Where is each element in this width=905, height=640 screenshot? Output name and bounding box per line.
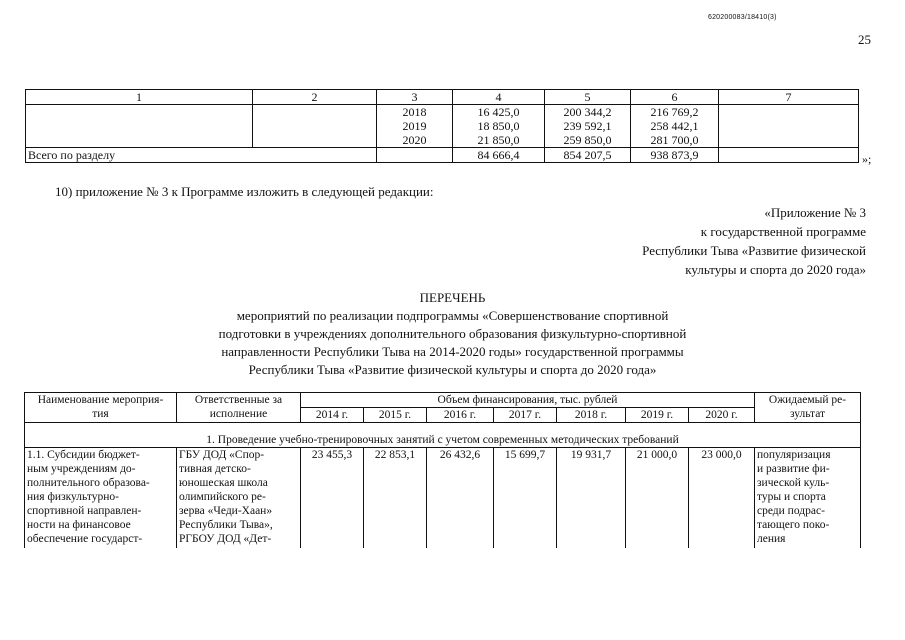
table-cell <box>719 105 859 148</box>
table-header-cell: 6 <box>631 90 719 105</box>
section-row <box>25 423 861 448</box>
header-year: 2018 г. <box>557 408 626 423</box>
table-header-cell: 3 <box>377 90 453 105</box>
header-expected-result: Ожидаемый ре- зультат <box>755 393 861 423</box>
appendix-line: культуры и спорта до 2020 года» <box>685 262 866 277</box>
table-cell-value: 239 592,1 <box>545 119 631 133</box>
amendment-paragraph: 10) приложение № 3 к Программе изложить в следующей редакции: <box>55 184 434 199</box>
expected-result: популяризация и развитие фи- зической куль- туры и спорта среди подрас- тающего поко- ления <box>757 449 831 545</box>
responsible-org: ГБУ ДОД «Спор- тивная детско- юношеская школа олимпийского ре- зерва «Чеди-Хаан» Республики Тыва», РГБОУ ДОД «Дет- <box>179 449 273 545</box>
table-cell-value: 259 850,0 <box>545 133 631 148</box>
funding-value: 19 931,7 <box>557 448 626 549</box>
closing-quote: »; <box>862 152 872 166</box>
document-title <box>0 289 905 379</box>
table-header-cell: 4 <box>453 90 545 105</box>
table-total-row <box>26 148 859 163</box>
table-header-cell: 7 <box>719 90 859 105</box>
table-header-row <box>26 90 859 105</box>
table-cell-value: 281 700,0 <box>631 133 719 148</box>
total-value: 938 873,9 <box>631 148 719 163</box>
responsible-cell <box>177 448 301 549</box>
table-cell <box>253 105 377 148</box>
total-value: 84 666,4 <box>453 148 545 163</box>
header-year: 2019 г. <box>626 408 689 423</box>
header-year: 2017 г. <box>494 408 557 423</box>
table-header-row <box>25 393 861 408</box>
table-cell <box>26 105 253 148</box>
table-row <box>26 105 859 120</box>
table-cell-year: 2018 <box>377 105 453 120</box>
table-cell-value: 200 344,2 <box>545 105 631 120</box>
table-cell-value: 16 425,0 <box>453 105 545 120</box>
header-year: 2016 г. <box>427 408 494 423</box>
measure-name-cell <box>25 448 177 549</box>
funding-value: 15 699,7 <box>494 448 557 549</box>
title-line: направленности Республики Тыва на 2014-2020 годы» государственной программы <box>221 344 684 359</box>
table-cell-year: 2019 <box>377 119 453 133</box>
appendix-caption <box>642 203 866 279</box>
appendix-line: Республики Тыва «Развитие физической <box>642 243 866 258</box>
header-year: 2020 г. <box>689 408 755 423</box>
page-number: 25 <box>858 32 871 47</box>
header-funding: Объем финансирования, тыс. рублей <box>301 393 755 408</box>
table-cell <box>377 148 453 163</box>
table-cell-value: 18 850,0 <box>453 119 545 133</box>
document-id: 620200083/18410(3) <box>708 14 777 21</box>
title-line: мероприятий по реализации подпрограммы «Совершенствование спортивной <box>236 308 669 323</box>
funding-value: 21 000,0 <box>626 448 689 549</box>
title-heading: ПЕРЕЧЕНЬ <box>419 290 486 305</box>
budget-table-continued <box>25 89 859 163</box>
header-year: 2014 г. <box>301 408 364 423</box>
appendix-line: к государственной программе <box>700 224 866 239</box>
title-line: подготовки в учреждениях дополнительного образования физкультурно-спортивной <box>218 326 687 341</box>
table-row <box>25 448 861 549</box>
table-cell-value: 258 442,1 <box>631 119 719 133</box>
table-cell-value: 216 769,2 <box>631 105 719 120</box>
header-measure-name: Наименование мероприя- тия <box>25 393 177 423</box>
table-header-cell: 2 <box>253 90 377 105</box>
title-line: Республики Тыва «Развитие физической культуры и спорта до 2020 года» <box>248 362 657 377</box>
funding-value: 23 455,3 <box>301 448 364 549</box>
funding-value: 26 432,6 <box>427 448 494 549</box>
result-cell <box>755 448 861 549</box>
table-header-cell: 1 <box>26 90 253 105</box>
header-responsible: Ответственные за исполнение <box>177 393 301 423</box>
section-title: 1. Проведение учебно-тренировочных занятий с учетом современных методических требований <box>25 423 861 448</box>
funding-value: 22 853,1 <box>364 448 427 549</box>
total-label: Всего по разделу <box>26 148 377 163</box>
table-cell-value: 21 850,0 <box>453 133 545 148</box>
appendix-line: «Приложение № 3 <box>764 205 866 220</box>
funding-value: 23 000,0 <box>689 448 755 549</box>
total-value: 854 207,5 <box>545 148 631 163</box>
measure-name: 1.1. Субсидии бюджет- ным учреждениям до- полнительного образова- ния физкультурно- спортивной направлен- ности на финансовое обеспечение государст- <box>27 449 150 545</box>
measures-table <box>24 392 861 548</box>
table-cell-year: 2020 <box>377 133 453 148</box>
table-cell <box>719 148 859 163</box>
header-year: 2015 г. <box>364 408 427 423</box>
table-header-cell: 5 <box>545 90 631 105</box>
